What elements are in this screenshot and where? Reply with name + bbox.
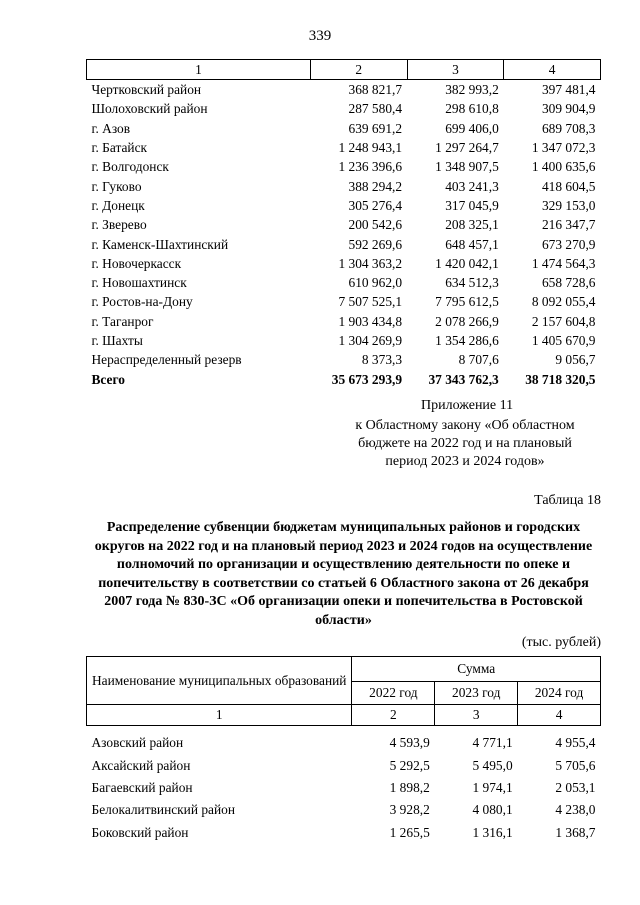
amount-cell: 1 304 363,2: [338, 255, 403, 271]
amount-cell: 3 928,2: [389, 802, 430, 818]
units-label: (тыс. рублей): [521, 635, 601, 650]
subvention-table: [86, 656, 601, 844]
amount-cell: 38 718 320,5: [525, 371, 596, 387]
amount-cell: 1 348 907,5: [435, 159, 499, 175]
table-row: [87, 234, 601, 253]
appendix-line: период 2023 и 2024 годов»: [385, 454, 545, 469]
amount-cell: 418 604,5: [541, 178, 596, 194]
table-row: [87, 176, 601, 195]
amount-cell: 35 673 293,9: [331, 371, 403, 387]
municipality-name: Чертковский район: [91, 82, 202, 98]
table-row: [87, 822, 601, 844]
amount-cell: 216 347,7: [541, 217, 596, 233]
amount-cell: 1 420 042,1: [435, 255, 499, 271]
appendix-line: к Областному закону «Об областном: [355, 418, 575, 433]
municipality-name: Белокалитвинский район: [91, 802, 236, 818]
column-header-name: Наименование муниципальных образований: [87, 657, 352, 705]
table-row: [87, 331, 601, 350]
municipality-name: г. Таганрог: [91, 313, 154, 329]
municipality-name: г. Ростов-на-Дону: [91, 294, 193, 310]
amount-cell: 1 368,7: [555, 824, 596, 840]
amount-cell: 1 400 635,6: [531, 159, 596, 175]
column-number: 2: [310, 60, 407, 80]
table-row: [87, 99, 601, 118]
appendix-line: бюджете на 2022 год и на плановый: [358, 436, 572, 451]
amount-cell: 2 053,1: [555, 779, 596, 795]
municipality-name: Нераспределенный резерв: [91, 352, 242, 368]
amount-cell: 305 276,4: [348, 197, 403, 213]
column-header-sum: Сумма: [352, 657, 601, 682]
column-header-year: 2022 год: [352, 682, 435, 705]
amount-cell: 329 153,0: [541, 197, 596, 213]
amount-cell: 639 691,2: [348, 120, 403, 136]
amount-cell: 9 056,7: [555, 352, 596, 368]
table-row: [87, 754, 601, 776]
amount-cell: 37 343 762,3: [428, 371, 499, 387]
amount-cell: 1 297 264,7: [435, 140, 499, 156]
amount-cell: 1 265,5: [389, 824, 430, 840]
amount-cell: 1 248 943,1: [338, 140, 403, 156]
column-number: 1: [87, 60, 311, 80]
amount-cell: 8 373,3: [361, 352, 403, 368]
table-row: [87, 350, 601, 369]
amount-cell: 648 457,1: [445, 236, 499, 252]
column-number: 4: [518, 705, 601, 726]
amount-cell: 5 292,5: [389, 757, 430, 773]
table-header-row: [87, 657, 601, 682]
municipality-name: г. Новочеркасск: [91, 255, 182, 271]
municipality-name: Боковский район: [91, 824, 189, 840]
amount-cell: 8 707,6: [458, 352, 499, 368]
amount-cell: 634 512,3: [445, 275, 499, 291]
amount-cell: 309 904,9: [541, 101, 596, 117]
amount-cell: 1 236 396,6: [338, 159, 403, 175]
amount-cell: 1 898,2: [389, 779, 430, 795]
table-header-numbers: [87, 705, 601, 726]
table-row: [87, 732, 601, 754]
budget-table-continued: [86, 59, 601, 389]
amount-cell: 1 304 269,9: [338, 333, 403, 348]
amount-cell: 4 771,1: [472, 735, 513, 751]
amount-cell: 5 495,0: [472, 757, 513, 773]
amount-cell: 8 092 055,4: [531, 294, 596, 310]
amount-cell: 388 294,2: [348, 178, 403, 194]
municipality-name: г. Каменск-Шахтинский: [91, 236, 229, 252]
table-row: [87, 777, 601, 799]
table-row: [87, 312, 601, 331]
amount-cell: 689 708,3: [541, 120, 596, 136]
table-header-row: [87, 60, 601, 80]
municipality-name: г. Донецк: [91, 197, 145, 213]
table-number: Таблица 18: [534, 493, 601, 508]
municipality-name: Багаевский район: [91, 779, 193, 795]
table-row: [87, 157, 601, 176]
amount-cell: 1 474 564,3: [531, 255, 596, 271]
table-row: [87, 119, 601, 138]
amount-cell: 4 955,4: [555, 735, 596, 751]
table-row: [87, 215, 601, 234]
table-row: [87, 254, 601, 273]
municipality-name: г. Азов: [91, 120, 131, 136]
amount-cell: 208 325,1: [445, 217, 499, 233]
amount-cell: 2 157 604,8: [531, 313, 596, 329]
column-header-year: 2024 год: [518, 682, 601, 705]
municipality-name: Шолоховский район: [91, 101, 208, 117]
municipality-name: г. Зверево: [91, 217, 147, 233]
amount-cell: 699 406,0: [445, 120, 499, 136]
amount-cell: 298 610,8: [445, 101, 499, 117]
column-number: 4: [504, 60, 601, 80]
municipality-name: Азовский район: [91, 735, 184, 751]
municipality-name: г. Новошахтинск: [91, 275, 187, 291]
table-row: [87, 799, 601, 821]
table-title: Распределение субвенции бюджетам муниципальных районов и городских округов на 2022 год и на плановый период 2023 и 2024 годов на осуществление полномочий по организации и осуществлению деятельности по опеке и попечительству в соответствии со статьей 6 Областного закона от 26 декабря 2007 года № 830-ЗС «Об организации опеки и попечительства в Ростовской области»: [94, 520, 593, 628]
amount-cell: 592 269,6: [348, 236, 403, 252]
column-number: 2: [352, 705, 435, 726]
table-row: [87, 196, 601, 215]
appendix-title: Приложение 11: [421, 398, 514, 413]
amount-cell: 673 270,9: [541, 236, 596, 252]
municipality-name: г. Батайск: [91, 140, 148, 156]
amount-cell: 2 078 266,9: [435, 313, 499, 329]
column-number: 1: [87, 705, 352, 726]
amount-cell: 200 542,6: [348, 217, 403, 233]
amount-cell: 1 354 286,6: [435, 333, 499, 348]
amount-cell: 7 507 525,1: [338, 294, 403, 310]
amount-cell: 368 821,7: [348, 82, 403, 98]
amount-cell: 4 080,1: [472, 802, 513, 818]
amount-cell: 4 238,0: [555, 802, 596, 818]
municipality-name: г. Шахты: [91, 333, 143, 348]
amount-cell: 317 045,9: [445, 197, 499, 213]
column-header-year: 2023 год: [435, 682, 518, 705]
table-row: [87, 292, 601, 311]
amount-cell: 397 481,4: [541, 82, 596, 98]
amount-cell: 4 593,9: [389, 735, 430, 751]
amount-cell: 287 580,4: [348, 101, 403, 117]
page-number: 339: [308, 28, 332, 44]
amount-cell: 7 795 612,5: [435, 294, 499, 310]
column-number: 3: [407, 60, 504, 80]
amount-cell: 1 903 434,8: [338, 313, 403, 329]
appendix-reference: [330, 417, 600, 471]
table-row: [87, 273, 601, 292]
amount-cell: 1 347 072,3: [531, 140, 596, 156]
column-number: 3: [435, 705, 518, 726]
amount-cell: 5 705,6: [555, 757, 596, 773]
municipality-name: Аксайский район: [91, 757, 191, 773]
table-row: [87, 80, 601, 100]
municipality-name: г. Гуково: [91, 178, 142, 194]
amount-cell: 1 974,1: [472, 779, 513, 795]
total-row: [87, 369, 601, 388]
amount-cell: 382 993,2: [445, 82, 499, 98]
municipality-name: г. Волгодонск: [91, 159, 169, 175]
table-row: [87, 138, 601, 157]
amount-cell: 403 241,3: [445, 178, 499, 194]
municipality-name: Всего: [91, 371, 125, 387]
amount-cell: 610 962,0: [348, 275, 403, 291]
amount-cell: 1 405 670,9: [531, 333, 596, 348]
amount-cell: 658 728,6: [541, 275, 596, 291]
amount-cell: 1 316,1: [472, 824, 513, 840]
